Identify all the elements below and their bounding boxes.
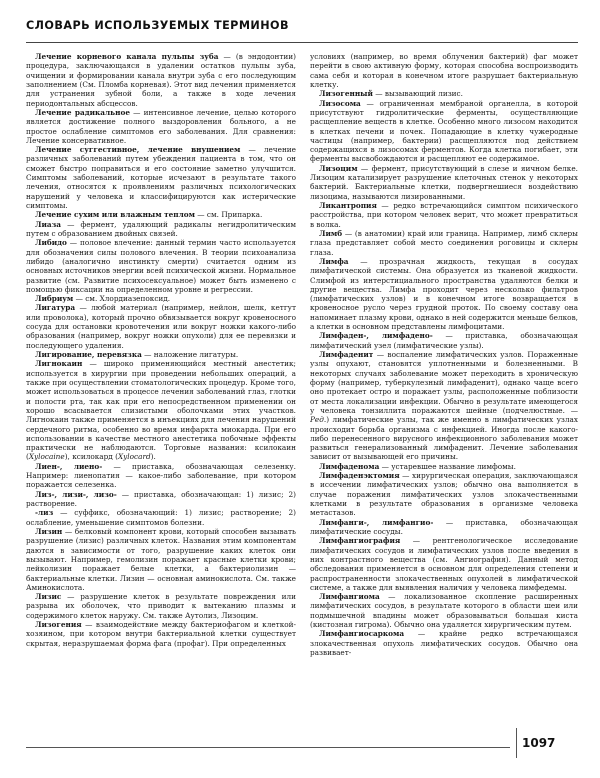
entry-term: Лиаза <box>35 219 61 229</box>
page-number-divider <box>516 728 517 758</box>
entry-term: Лиен-, лиено- <box>35 461 103 471</box>
entry-italic: Ред. <box>310 415 327 425</box>
dictionary-entry <box>26 108 296 145</box>
dictionary-entry <box>26 350 296 359</box>
dictionary-entry <box>26 527 296 592</box>
entry-body: — см. Припарка. <box>194 210 263 220</box>
entry-term: Лечение суггестивное, лечение внушением <box>35 145 241 155</box>
entry-body: — воспаление лимфатических узлов. Пораженные узлы опухают, становятся уплотненными и болезненными. В некоторых случаях заболевание может переходить в хроническую форму (например, туберкулезный лимфаденит), однако чаще всего оно протекает остро и поражает узлы, расположенные поблизости от места локализации инфекции. Обычно в результате имеющегося у человека тонзиллита поражаются шейные (подчелюстные. — <box>310 350 578 415</box>
left-column <box>26 52 296 732</box>
entry-term: Лигнокаин <box>35 359 83 369</box>
entry-body: — локализованное скопление расширенных лимфатических сосудов, в результате которого в области шеи или подмышечной впадины может образовываться большая киста (кистозная гигрома). Обычно она удаляется хирургическим путем. <box>310 592 578 630</box>
entry-body: — лечение различных заболеваний путем убеждения пациента в том, что он сможет быстро поправиться и его состояние заметно улучшится. Симптомы заболеваний, которые исчезают в результате такого лечения, относятся к проявлениям различных психологических нарушений у человека и классифицируются как истерические симптомы. <box>26 145 296 210</box>
entry-body: — фермент, удаляющий радикалы негидролитическим путем с образованием двойных связей. <box>26 219 296 238</box>
dictionary-entry <box>310 471 578 518</box>
entry-term: Лечение корневого канала пульпы зуба <box>35 52 219 61</box>
entry-body: — крайне редко встречающаяся злокачественная опухоль лимфатических сосудов. Обычно она развивает- <box>310 629 578 657</box>
dictionary-entry <box>310 350 578 462</box>
dictionary-entry <box>310 229 578 257</box>
entry-term: Лимб <box>319 228 343 238</box>
dictionary-entry <box>26 490 296 509</box>
entry-term: Лечение сухим или влажным теплом <box>35 210 195 220</box>
entry-body: — разрушение клеток в результате повреждения или разрыва их оболочек, что приводит к вытеканию плазмы и содержимого клеток наружу. См. также Аутолиз, Лизоцим. <box>26 592 296 620</box>
dictionary-entry <box>26 592 296 620</box>
dictionary-entry <box>310 99 578 164</box>
entry-body: — прозрачная жидкость, текущая в сосудах лимфатической системы. Она образуется из тканевой жидкости. Слимфой из интерстициального пространства удаляются белки и другие вещества. Лимфа проходит через несколько фильтров (лимфатических узлов) и в конечном итоге возвращается в кровеносное русло через грудной проток. По своему составу она напоминает плазму крови, однако в ней содержится меньше белков, а клетки в основном представлены лимфоцитами. <box>310 256 578 332</box>
entry-term: Лимфаден-, лимфадено- <box>319 331 433 341</box>
entry-body: — широко применяющийся местный анестетик; используется в хирургии при проведении небольших операций, а также при осуществлении стоматологических процедур. Кроме того, может использоваться в процессе лечения заболеваний глаз, глотки и полости рта, так как при его непосредственном применении он хорошо всасывается слизистыми оболочками этих участков. Лигнокаин также применяется в инъекциях для лечения нарушений сердечного ритма, особенно во время инфаркта миокарда. При его использовании в качестве местного анестетика побочные эффекты практически не наблюдаются. Торговые названия: ксилокаин ( <box>26 359 296 462</box>
entry-body: — приставка, обозначающая лимфатический узел (лимфатические узлы). <box>310 331 578 350</box>
entry-italic: Xylocaine <box>28 452 65 462</box>
dictionary-entry <box>310 518 578 537</box>
dictionary-entry <box>26 508 296 527</box>
entry-body: — половое влечение: данный термин часто используется для обозначения силы полового влечения. В теории психоанализа либидо (аналогично инстинкту смерти) считается одним из основных источников энергии всей психической жизни. Нормальное развитие (см. Развитие психосексуальное) может быть изменено с помощью фиксации на определенном уровне и регрессии. <box>26 238 296 294</box>
entry-term: Лимфанги-, лимфангио- <box>319 517 434 527</box>
dictionary-entry <box>26 620 296 648</box>
entry-body: — приставка, обозначающая лимфатические сосуды. <box>310 517 578 536</box>
entry-term: Лизин <box>35 526 63 536</box>
dictionary-entry <box>310 592 578 629</box>
entry-body: — устаревшее название лимфомы. <box>379 461 516 471</box>
entry-body: — любой материал (например, нейлон, шелк, кетгут или проволока), который прочно обвязывается вокруг кровеносного сосуда для остановки кровотечения или вокруг ножки какого-либо образования (например, вокруг ножки опухоли) для ее перевязки и последующего удаления. <box>26 303 296 350</box>
entry-term: Лизоцим <box>319 163 358 173</box>
entry-body: условиях (например, во время облучения бактерий) фаг может перейти в свою активную форму, которая способна воспроизводить сама себя и которая в конечном итоге разрушает бактериальную клетку. <box>310 52 578 89</box>
entry-body: — вызывающий лизис. <box>372 89 463 99</box>
entry-body: — взаимодействие между бактериофагом и клеткой-хозяином, при котором внутри бактериальной клетки существует скрытая, неразрушаемая форма фага (профаг). При определенных <box>26 620 296 648</box>
entry-body: — (в анатомии) край или граница. Например, лимб склеры глаза представляет собой место соединения роговицы и склеры глаза. <box>310 228 578 257</box>
entry-body: — наложение лигатуры. <box>141 350 239 359</box>
dictionary-entry <box>26 359 296 461</box>
dictionary-entry <box>310 201 578 229</box>
entry-term: Лечение радикальное <box>35 107 130 117</box>
header-rule <box>26 42 578 43</box>
entry-term: Лимфаденома <box>319 461 380 471</box>
entry-term: Лигирование, перевязка <box>35 350 142 359</box>
dictionary-entry <box>26 294 296 303</box>
entry-term: Лиз-, лизи-, лизо- <box>35 489 117 499</box>
dictionary-entry <box>310 89 578 98</box>
dictionary-entry <box>310 257 578 332</box>
entry-term: Лимфангиография <box>319 536 401 546</box>
page-number: 1097 <box>522 736 556 750</box>
entry-body-cont: ) лимфатические узлы, так же именно в лимфатических узлах происходит борьба организма с инфекцией. Иногда после какого-либо перенесенного вирусного инфекционного заболевания может развиться генерализованный лимфаденит. Лечение заболевания зависит от вызывающей его причины. <box>310 415 578 462</box>
entry-term: Лимфангиома <box>319 592 380 602</box>
entry-body: — рентгенологическое исследование лимфатических сосудов и лимфатических узлов после введения в них контрастного вещества (см. Ангиография). Данный метод обследования применяется в основном для определения степени и распространенности злокачественных опухолей в лимфатической системе, а также для выявления наличия у человека лимфедемы. <box>310 536 578 592</box>
entry-body: — редко встречающийся симптом психического расстройства, при котором человек верит, что может превратиться в волка. <box>310 201 578 229</box>
entry-term: Лимфа <box>319 256 349 266</box>
entry-body: — приставка, обозначающая селезенку. Например: лиенопатия — какое-либо заболевание, при котором поражается селезенка. <box>26 461 296 490</box>
dictionary-entry <box>310 331 578 350</box>
entry-body: — фермент, присутствующий в слезе и яичном белке. Лизоцим катализирует разрушение клеточных стенок у некоторых бактерий. Бактериальные клетки, подвергнешиеся воздействию лизоцима, называются лизированными. <box>310 163 578 201</box>
dictionary-entry <box>26 462 296 490</box>
entry-term: Лизогенный <box>319 89 373 99</box>
entry-term: Лимфаденит <box>319 350 374 359</box>
dictionary-entry <box>26 238 296 294</box>
dictionary-entry <box>26 210 296 219</box>
entry-body-end: ). <box>150 452 156 462</box>
dictionary-entry-continued <box>310 52 578 89</box>
entry-term: Либидо <box>35 238 67 248</box>
entry-body: — интенсивное лечение, целью которого является достижение полного выздоровления больного, а не простое ослабление симптомов его заболевания. Для сравнения: Лечение консервативное. <box>26 107 296 145</box>
dictionary-entry <box>310 164 578 201</box>
entry-italic: Xylocard <box>117 452 151 462</box>
entry-term: Лизогения <box>35 620 82 630</box>
dictionary-entry <box>26 303 296 350</box>
right-column <box>310 52 578 732</box>
entry-body: — (в эндодонтии) процедура, заключающаяся в удалении остатков пульпы зуба, очищении и формировании канала внутри зуба с его последующим заполнением (См. Пломба корневая). Этот вид лечения применяется для устранения зубной боли, а также в ходе лечения периодонтальных абсцессов. <box>26 52 296 108</box>
footer-rule <box>26 747 510 748</box>
entry-body-cont: ), ксилокард ( <box>64 452 118 462</box>
entry-body: — белковый компонент крови, который способен вызывать разрушение (лизис) различных клеток. Названия этим компонентам даются в зависимости от того, разрушение каких клеток они вызывают. Например, гемолизин поражает красные клетки крови; лейколизин поражает белые клетки, а бактериолизин — бактериальные клетки. Лизин — основная аминокислота. См. также Аминокислота. <box>26 526 296 592</box>
dictionary-entry <box>310 629 578 657</box>
entry-body: — хирургическая операция, заключающаяся в иссечении лимфатических узлов; обычно она выполняется в случае поражения лимфатических узлов злокачественными клетками в результате образования в организме человека метастазов. <box>310 471 578 518</box>
entry-term: Лимфаденэктомия <box>319 471 400 481</box>
page-header-title: СЛОВАРЬ ИСПОЛЬЗУЕМЫХ ТЕРМИНОВ <box>26 19 289 32</box>
entry-term: Ликантропия <box>319 201 377 210</box>
entry-term: Лизосома <box>319 98 361 108</box>
entry-body: — ограниченная мембраной органелла, в которой присутствуют гидролитические ферменты, осуществляющие расщепление веществ в клетке. Особенно много лизосом находится в клетках печени и почек. Попадающие в клетку чужеродные частицы (например, бактерии) расщепляются под действием содержащихся в лизосомах ферментов. Когда клетка погибает, эти ферменты высвобождаются и расщепляют ее содержимое. <box>310 98 578 164</box>
entry-term: -лиз <box>35 508 54 518</box>
entry-body: — см. Хлордиазепоксид. <box>73 294 171 304</box>
entry-term: Лизис <box>35 592 62 602</box>
dictionary-entry <box>310 536 578 592</box>
entry-body: — суффикс, обозначающий: 1) лизис; растворение; 2) ослабление, уменьшение симптомов болезни. <box>26 508 296 527</box>
entry-term: Лигатура <box>35 303 76 313</box>
dictionary-entry <box>26 220 296 239</box>
dictionary-entry <box>310 462 578 471</box>
dictionary-entry <box>26 52 296 108</box>
entry-term: Лимфангиосаркома <box>319 629 405 639</box>
entry-body: — приставка, обозначающая: 1) лизис; 2) растворение. <box>26 489 296 508</box>
dictionary-entry <box>26 145 296 210</box>
entry-term: Либриум <box>35 294 74 304</box>
